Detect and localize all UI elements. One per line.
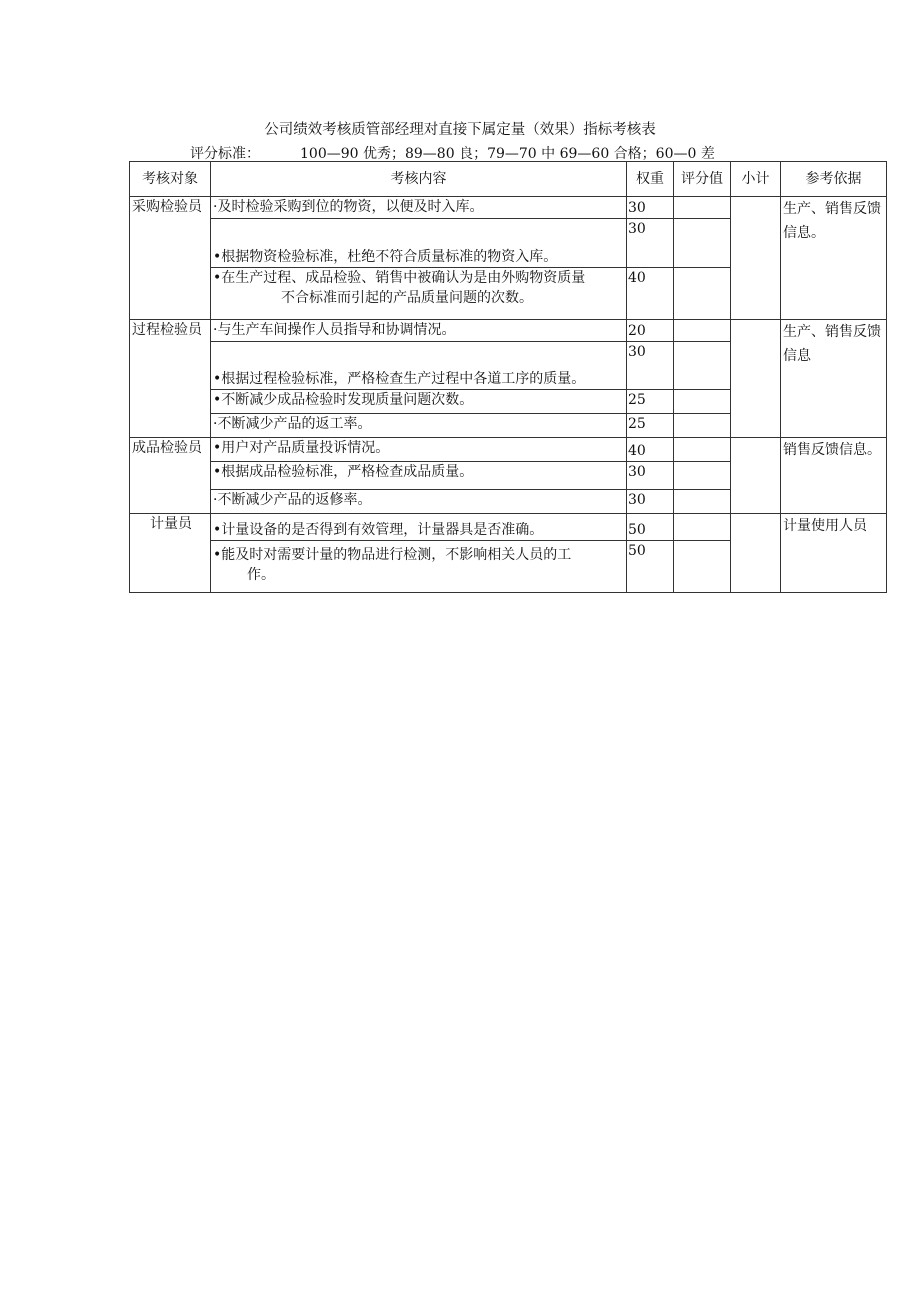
assessment-item-line1: •在生产过程、成品检验、销售中被确认为是由外购物资质量	[213, 270, 586, 286]
assessment-item: •根据物资检验标准，杜绝不符合质量标准的物资入库。	[211, 219, 627, 268]
assessed-object: 采购检验员	[130, 197, 211, 320]
score-cell	[674, 438, 731, 462]
assessment-item: •不断减少成品检验时发现质量问题次数。	[211, 390, 627, 414]
subtotal-cell	[731, 438, 781, 514]
header-score: 评分值	[674, 162, 731, 197]
assessment-item: •根据成品检验标准，严格检查成品质量。	[211, 462, 627, 490]
assessment-item	[211, 541, 627, 593]
assessment-item: ·不断减少产品的返工率。	[211, 414, 627, 438]
reference-basis: 生产、销售反馈信息	[781, 320, 887, 438]
reference-basis: 计量使用人员	[781, 514, 887, 593]
assessment-item-line2: 作。	[247, 567, 275, 583]
score-cell	[674, 514, 731, 541]
criteria-text: 100—90 优秀；89—80 良；79—70 中 69—60 合格；60—0 差	[300, 146, 715, 162]
header-subtotal: 小计	[731, 162, 781, 197]
reference-basis: 生产、销售反馈信息。	[781, 197, 887, 320]
scoring-criteria	[190, 143, 715, 163]
weight-value: 30	[627, 490, 674, 514]
subtotal-cell	[731, 320, 781, 438]
assessment-table	[129, 161, 887, 593]
weight-value: 50	[627, 541, 674, 593]
assessment-item-line1: •能及时对需要计量的物品进行检测，不影响相关人员的工	[213, 547, 572, 563]
document-title: 公司绩效考核质管部经理对直接下属定量（效果）指标考核表	[264, 122, 656, 138]
weight-value: 40	[627, 438, 674, 462]
assessment-item: ·及时检验采购到位的物资，以便及时入库。	[211, 197, 627, 219]
weight-value: 50	[627, 514, 674, 541]
assessed-object: 成品检验员	[130, 438, 211, 514]
header-basis: 参考依据	[781, 162, 887, 197]
weight-value: 30	[627, 462, 674, 490]
table-row	[130, 320, 887, 342]
table-row	[130, 438, 887, 462]
assessment-item: •计量设备的是否得到有效管理，计量器具是否准确。	[211, 514, 627, 541]
assessed-object: 过程检验员	[130, 320, 211, 438]
weight-value: 25	[627, 390, 674, 414]
criteria-label: 评分标准：	[190, 146, 260, 162]
assessment-item: •用户对产品质量投诉情况。	[211, 438, 627, 462]
weight-value: 30	[627, 197, 674, 219]
weight-value: 20	[627, 320, 674, 342]
score-cell	[674, 462, 731, 490]
subtotal-cell	[731, 514, 781, 593]
assessment-item: •根据过程检验标准，严格检查生产过程中各道工序的质量。	[211, 342, 627, 390]
assessment-item	[211, 268, 627, 320]
table-row	[130, 514, 887, 541]
score-cell	[674, 342, 731, 390]
assessment-item-line2: 不合标准而引起的产品质量问题的次数。	[281, 290, 533, 306]
reference-basis: 销售反馈信息。	[781, 438, 887, 514]
score-cell	[674, 320, 731, 342]
header-object: 考核对象	[130, 162, 211, 197]
assessment-item: ·与生产车间操作人员指导和协调情况。	[211, 320, 627, 342]
assessed-object: 计量员	[130, 514, 211, 593]
score-cell	[674, 490, 731, 514]
score-cell	[674, 390, 731, 414]
weight-value: 30	[627, 219, 674, 268]
weight-value: 40	[627, 268, 674, 320]
weight-value: 30	[627, 342, 674, 390]
score-cell	[674, 414, 731, 438]
score-cell	[674, 197, 731, 219]
subtotal-cell	[731, 197, 781, 320]
header-weight: 权重	[627, 162, 674, 197]
header-content: 考核内容	[211, 162, 627, 197]
table-row	[130, 197, 887, 219]
score-cell	[674, 219, 731, 268]
assessment-item: ·不断减少产品的返修率。	[211, 490, 627, 514]
score-cell	[674, 268, 731, 320]
weight-value: 25	[627, 414, 674, 438]
score-cell	[674, 541, 731, 593]
header-row	[130, 162, 887, 197]
